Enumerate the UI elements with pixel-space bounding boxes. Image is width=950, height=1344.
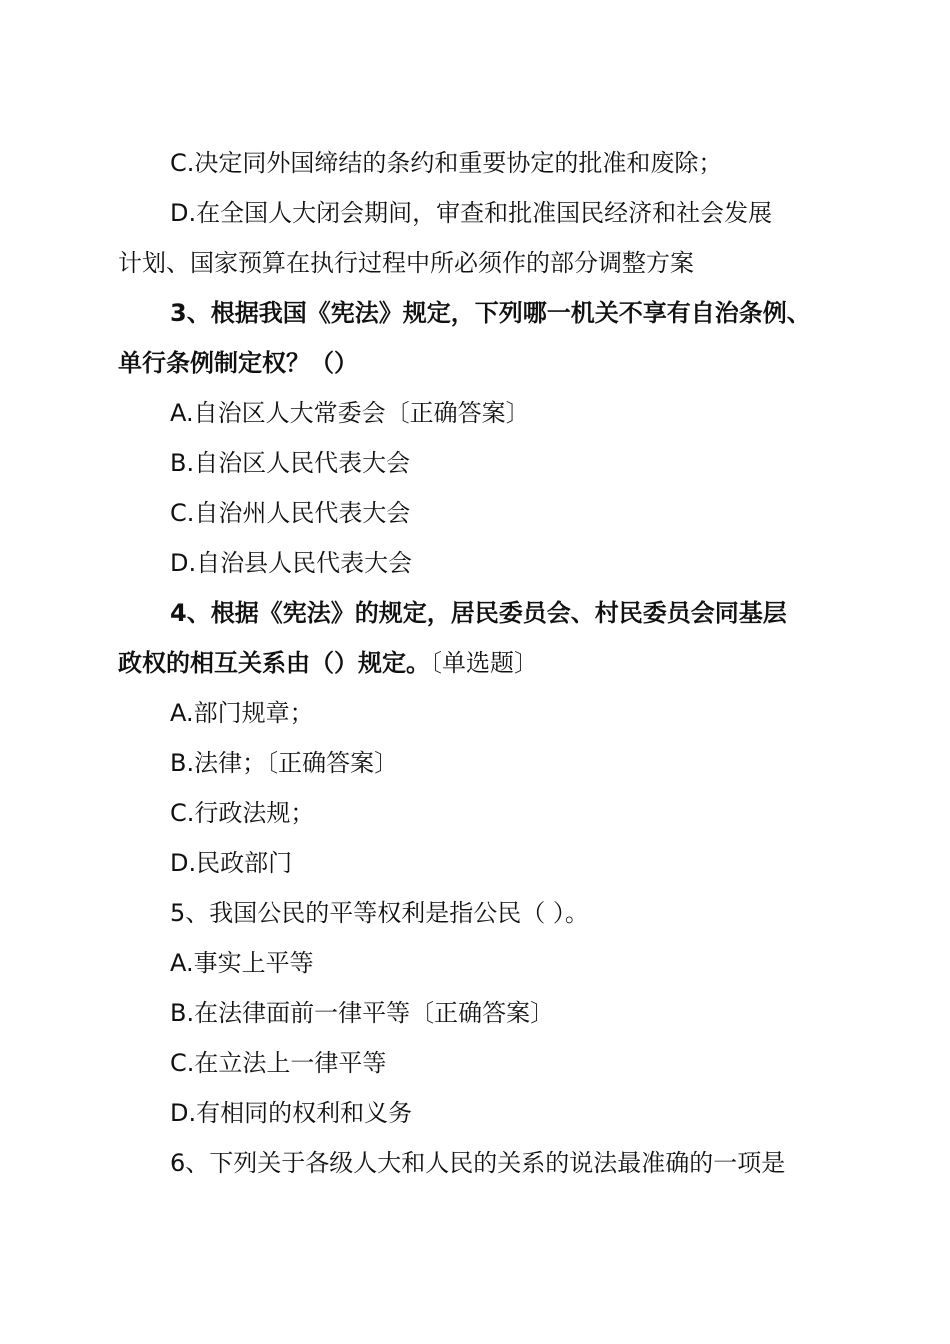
option-line: A.部门规章； bbox=[170, 699, 314, 727]
option-line: B.在法律面前一律平等〔正确答案〕 bbox=[170, 999, 555, 1027]
option-line: D.民政部门 bbox=[170, 849, 293, 877]
question-type-label: 〔单选题〕 bbox=[430, 649, 538, 677]
option-line: D.有相同的权利和义务 bbox=[170, 1099, 413, 1127]
question-6-title: 6、下列关于各级人大和人民的关系的说法最准确的一项是 bbox=[170, 1149, 786, 1177]
option-line: B.自治区人民代表大会 bbox=[170, 449, 411, 477]
question-4-title: 4、根据《宪法》的规定，居民委员会、村民委员会同基层 bbox=[170, 599, 787, 627]
question-4-title-text: 政权的相互关系由（）规定。 bbox=[118, 649, 430, 677]
question-3-title-continuation: 单行条例制定权？（） bbox=[118, 349, 358, 377]
question-3-title: 3、根据我国《宪法》规定，下列哪一机关不享有自治条例、 bbox=[170, 299, 811, 327]
question-4-title-continuation bbox=[118, 638, 838, 688]
question-5-title: 5、我国公民的平等权利是指公民（ ）。 bbox=[170, 899, 589, 927]
option-line-continuation: 计划、国家预算在执行过程中所必须作的部分调整方案 bbox=[118, 249, 694, 277]
option-line: D.在全国人大闭会期间，审查和批准国民经济和社会发展 bbox=[170, 199, 773, 227]
option-line: B.法律；〔正确答案〕 bbox=[170, 749, 399, 777]
option-line: C.在立法上一律平等 bbox=[170, 1049, 387, 1077]
option-line: A.自治区人大常委会〔正确答案〕 bbox=[170, 399, 530, 427]
option-line: C.决定同外国缔结的条约和重要协定的批准和废除； bbox=[170, 149, 723, 177]
document-body bbox=[118, 138, 838, 1188]
option-line: A.事实上平等 bbox=[170, 949, 314, 977]
option-line: C.自治州人民代表大会 bbox=[170, 499, 411, 527]
option-line: D.自治县人民代表大会 bbox=[170, 549, 413, 577]
option-line: C.行政法规； bbox=[170, 799, 315, 827]
